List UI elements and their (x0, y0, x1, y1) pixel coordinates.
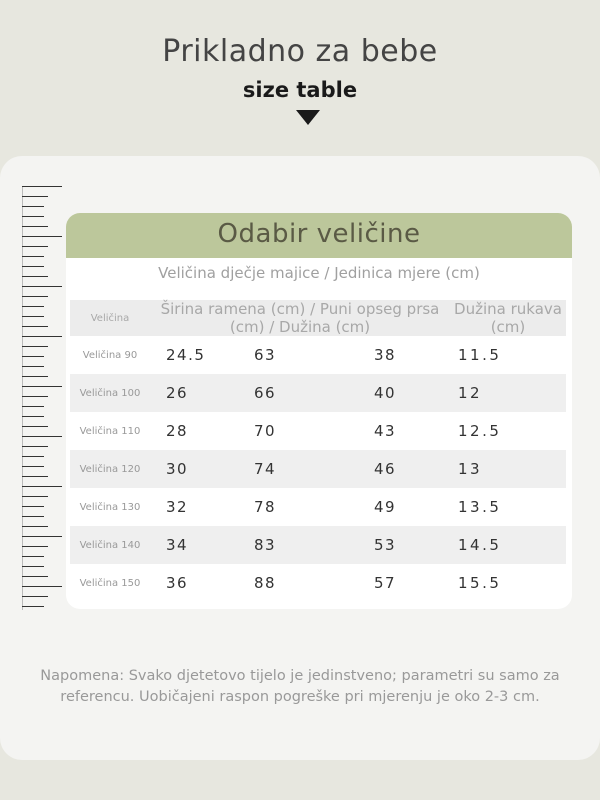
size-cell: Veličina 140 (79, 539, 141, 551)
chest-cell: 78 (254, 498, 277, 516)
size-table (70, 300, 566, 602)
ruler-tick (22, 186, 62, 187)
ruler-tick (22, 326, 48, 327)
size-cell: Veličina 120 (79, 463, 141, 475)
table-body (70, 336, 566, 602)
header-sleeve: Dužina rukava (cm) (454, 300, 562, 336)
length-cell: 57 (374, 574, 397, 592)
ruler-tick (22, 276, 48, 277)
ruler-tick (22, 466, 44, 467)
table-row (70, 336, 566, 374)
ruler-tick (22, 206, 44, 207)
ruler-tick (22, 386, 62, 387)
length-cell: 43 (374, 422, 397, 440)
ruler-tick (22, 336, 62, 337)
ruler-tick (22, 356, 44, 357)
triangle-down-icon (296, 110, 320, 125)
ruler-tick (22, 606, 44, 607)
ruler-tick (22, 546, 48, 547)
ruler-tick (22, 396, 48, 397)
length-cell: 49 (374, 498, 397, 516)
ruler-tick (22, 306, 44, 307)
ruler-tick (22, 596, 48, 597)
shoulder-cell: 26 (166, 384, 189, 402)
sleeve-cell: 12.5 (458, 422, 502, 440)
ruler-tick (22, 266, 44, 267)
chest-cell: 88 (254, 574, 277, 592)
shoulder-cell: 28 (166, 422, 189, 440)
table-row (70, 450, 566, 488)
length-cell: 53 (374, 536, 397, 554)
ruler-tick (22, 406, 44, 407)
sleeve-cell: 13.5 (458, 498, 502, 516)
sleeve-cell: 15.5 (458, 574, 502, 592)
size-cell: Veličina 130 (79, 501, 141, 513)
ruler-icon (18, 186, 64, 610)
size-cell: Veličina 150 (79, 577, 141, 589)
table-row (70, 488, 566, 526)
ruler-tick (22, 226, 48, 227)
sleeve-cell: 12 (458, 384, 483, 402)
table-header (70, 300, 566, 336)
sleeve-cell: 14.5 (458, 536, 502, 554)
ruler-tick (22, 496, 48, 497)
ruler-tick (22, 426, 48, 427)
chest-cell: 83 (254, 536, 277, 554)
chest-cell: 66 (254, 384, 277, 402)
chest-cell: 70 (254, 422, 277, 440)
sleeve-cell: 13 (458, 460, 483, 478)
ruler-tick (22, 586, 62, 587)
table-row (70, 374, 566, 412)
measurement-note: Napomena: Svako djetetovo tijelo je jedinstveno; parametri su samo za referencu. Uobičajeni raspon pogreške pri mjerenju je oko 2-3 cm. (40, 668, 560, 705)
ruler-tick (22, 446, 48, 447)
header-size: Veličina (90, 312, 130, 324)
ruler-tick (22, 196, 48, 197)
card-title: Odabir veličine (66, 213, 572, 258)
ruler-tick (22, 296, 48, 297)
chest-cell: 63 (254, 346, 277, 364)
length-cell: 46 (374, 460, 397, 478)
ruler-tick (22, 346, 48, 347)
page-title: Prikladno za bebe (162, 34, 438, 69)
shoulder-cell: 30 (166, 460, 189, 478)
ruler-tick (22, 376, 48, 377)
page-subtitle: size table (242, 78, 358, 102)
ruler-tick (22, 526, 48, 527)
ruler-tick (22, 536, 62, 537)
length-cell: 40 (374, 384, 397, 402)
ruler-tick (22, 316, 44, 317)
ruler-tick (22, 236, 62, 237)
length-cell: 38 (374, 346, 397, 364)
table-row (70, 564, 566, 602)
ruler-tick (22, 456, 44, 457)
ruler-tick (22, 286, 62, 287)
ruler-tick (22, 556, 44, 557)
ruler-tick (22, 486, 62, 487)
shoulder-cell: 32 (166, 498, 189, 516)
ruler-tick (22, 516, 44, 517)
shoulder-cell: 24.5 (166, 346, 206, 364)
ruler-tick (22, 436, 62, 437)
size-cell: Veličina 110 (79, 425, 141, 437)
header-measurements: Širina ramena (cm) / Puni opseg prsa (cm) / Dužina (cm) (160, 300, 440, 336)
ruler-tick (22, 216, 44, 217)
table-row (70, 526, 566, 564)
ruler-tick (22, 366, 44, 367)
sleeve-cell: 11.5 (458, 346, 502, 364)
ruler-tick (22, 256, 44, 257)
card-subtitle: Veličina dječje majice / Jedinica mjere (cm) (158, 264, 480, 282)
shoulder-cell: 36 (166, 574, 189, 592)
ruler-tick (22, 476, 48, 477)
size-cell: Veličina 100 (79, 387, 141, 399)
size-cell: Veličina 90 (82, 349, 138, 361)
size-card (66, 213, 572, 609)
table-row (70, 412, 566, 450)
ruler-tick (22, 416, 44, 417)
ruler-tick (22, 246, 48, 247)
ruler-tick (22, 566, 44, 567)
chest-cell: 74 (254, 460, 277, 478)
shoulder-cell: 34 (166, 536, 189, 554)
ruler-tick (22, 506, 44, 507)
ruler-tick (22, 576, 48, 577)
